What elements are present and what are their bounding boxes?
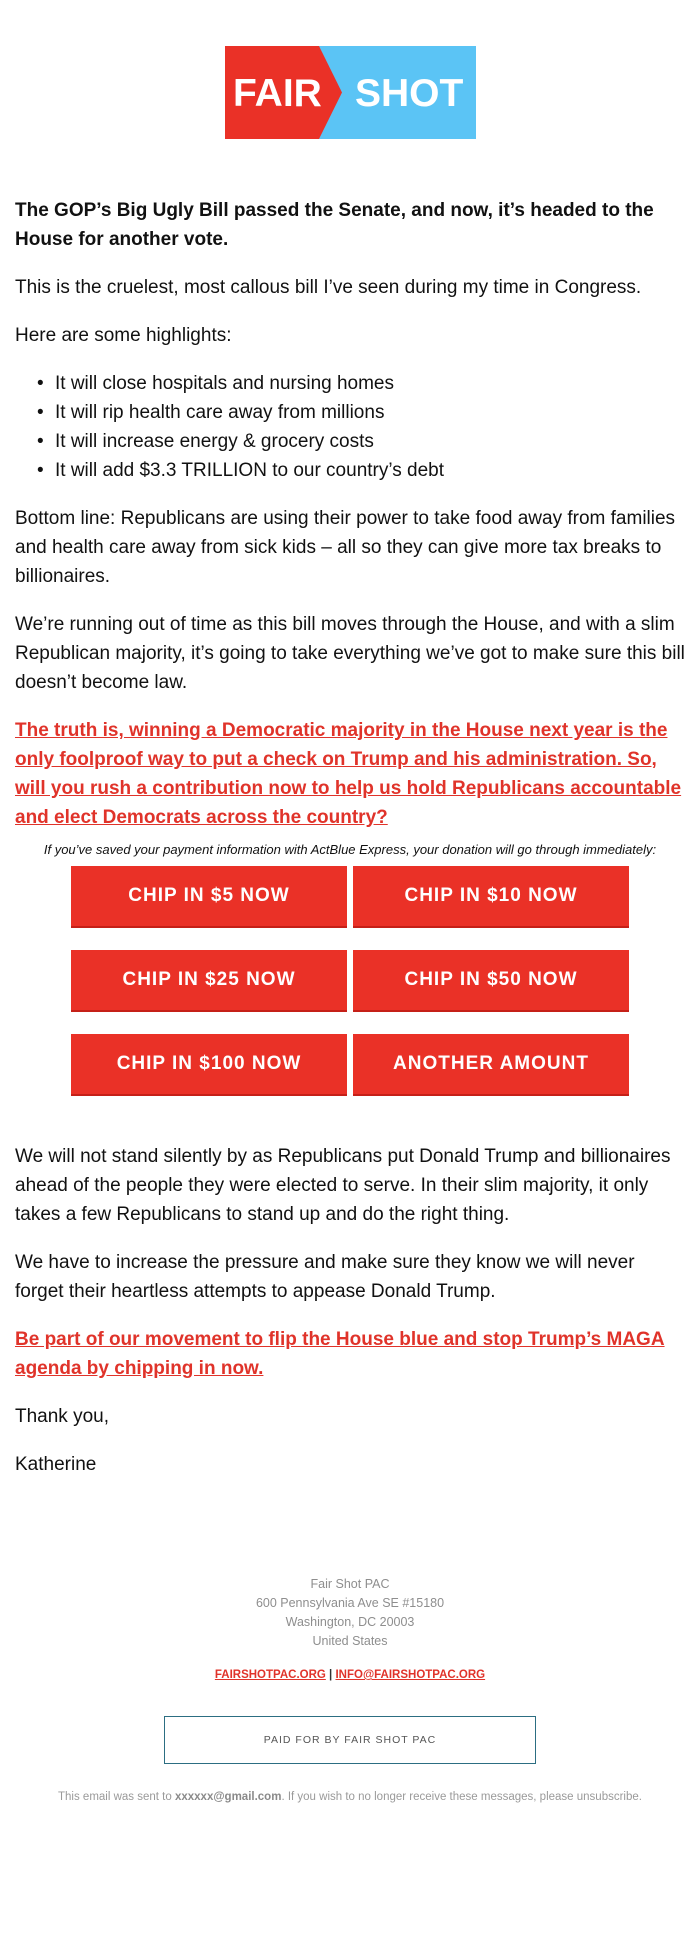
paragraph-cruelest: This is the cruelest, most callous bill I’ve seen during my time in Congress. xyxy=(15,277,642,298)
chip-in-5-button[interactable]: CHIP IN $5 NOW xyxy=(71,866,347,928)
list-item-text: It will increase energy & grocery costs xyxy=(55,431,374,452)
list-item-text: It will add $3.3 TRILLION to our country’s debt xyxy=(55,460,444,481)
closing-text: Thank you, xyxy=(15,1406,109,1427)
logo-word-shot: SHOT xyxy=(355,72,464,115)
list-item xyxy=(15,427,687,456)
highlights-list xyxy=(15,369,687,485)
actblue-note: If you’ve saved your payment information with ActBlue Express, your donation will go through immediately: xyxy=(43,842,657,857)
list-item xyxy=(15,456,687,485)
paragraph-increase-pressure: We have to increase the pressure and make sure they know we will never forget their heartless attempts to appease Donald Trump. xyxy=(15,1252,635,1302)
logo-graphic xyxy=(225,46,476,139)
list-item xyxy=(15,398,687,427)
website-link[interactable]: FAIRSHOTPAC.ORG xyxy=(214,1669,326,1681)
unsub-prefix: This email was sent to xyxy=(58,1791,175,1803)
signature: Katherine xyxy=(15,1454,97,1475)
donate-link-secondary[interactable]: Be part of our movement to flip the House blue and stop Trump’s MAGA agenda by chipping in now. xyxy=(15,1329,665,1379)
list-item-text: It will close hospitals and nursing homes xyxy=(55,373,395,394)
paragraph-not-stand-silently: We will not stand silently by as Republicans put Donald Trump and billionaires ahead of the people they were elected to serve. In their slim majority, it only takes a few Republicans to stand up and do the right thing. xyxy=(15,1146,671,1225)
chip-in-100-button[interactable]: CHIP IN $100 NOW xyxy=(71,1034,347,1096)
footer-address xyxy=(0,1575,700,1651)
bullet-icon: • xyxy=(37,460,44,481)
footer-org-name: Fair Shot PAC xyxy=(310,1577,390,1591)
list-item xyxy=(15,369,687,398)
chip-in-25-button[interactable]: CHIP IN $25 NOW xyxy=(71,950,347,1012)
lead-paragraph: The GOP’s Big Ugly Bill passed the Senate, and now, it’s headed to the House for another vote. xyxy=(15,200,654,250)
footer-city: Washington, DC 20003 xyxy=(285,1615,415,1629)
another-amount-button[interactable]: ANOTHER AMOUNT xyxy=(353,1034,629,1096)
bullet-icon: • xyxy=(37,373,44,394)
list-item-text: It will rip health care away from millions xyxy=(55,402,385,423)
footer-country: United States xyxy=(312,1634,388,1648)
fair-shot-logo[interactable] xyxy=(225,46,476,139)
footer-links xyxy=(0,1669,700,1681)
link-separator: | xyxy=(329,1669,333,1681)
email-link[interactable]: INFO@FAIRSHOTPAC.ORG xyxy=(335,1669,486,1681)
paragraph-bottom-line: Bottom line: Republicans are using their power to take food away from families and health care away from sick kids – all so they can give more tax breaks to billionaires. xyxy=(15,508,676,587)
email-body-top xyxy=(15,196,687,851)
unsubscribe-notice xyxy=(0,1791,700,1803)
email-body-bottom xyxy=(15,1142,687,1498)
recipient-email: xxxxxx@gmail.com xyxy=(174,1791,282,1803)
chip-in-10-button[interactable]: CHIP IN $10 NOW xyxy=(353,866,629,928)
paragraph-highlights-intro: Here are some highlights: xyxy=(15,325,232,346)
paragraph-running-out: We’re running out of time as this bill moves through the House, and with a slim Republican majority, it’s going to take everything we’ve got to make sure this bill doesn’t become law. xyxy=(15,614,685,693)
paid-for-box: PAID FOR BY FAIR SHOT PAC xyxy=(164,1716,536,1764)
donate-link-primary[interactable]: The truth is, winning a Democratic majority in the House next year is the only foolproof way to put a check on Trump and his administration. So, will you rush a contribution now to help us hold Republicans accountable and elect Democrats across the country? xyxy=(15,720,682,828)
logo-word-fair: FAIR xyxy=(233,72,322,115)
bullet-icon: • xyxy=(37,431,44,452)
bullet-icon: • xyxy=(37,402,44,423)
chip-in-50-button[interactable]: CHIP IN $50 NOW xyxy=(353,950,629,1012)
footer-street: 600 Pennsylvania Ave SE #15180 xyxy=(255,1596,445,1610)
unsubscribe-link[interactable]: . If you wish to no longer receive these messages, please unsubscribe. xyxy=(281,1791,642,1803)
